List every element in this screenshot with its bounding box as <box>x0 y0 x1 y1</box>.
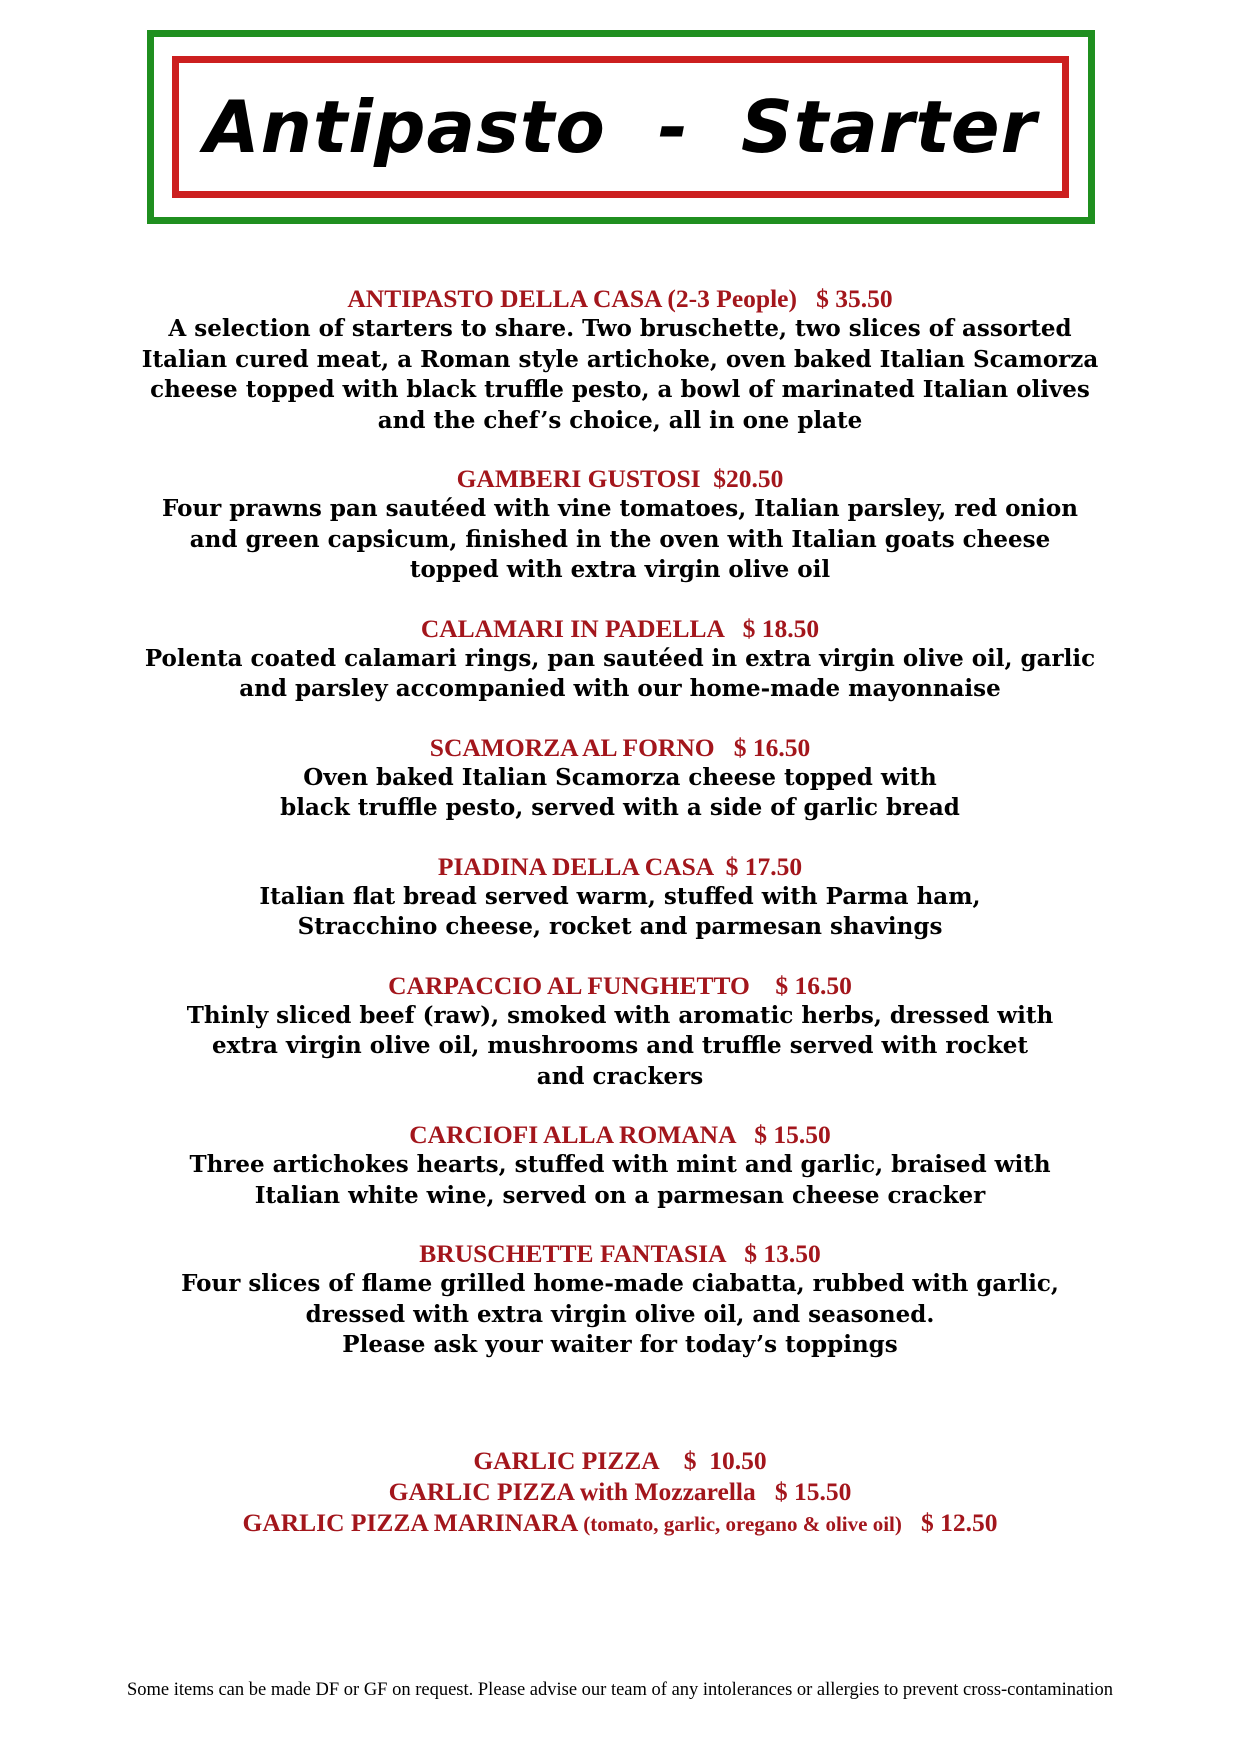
menu-item-description <box>80 314 1160 436</box>
menu-item-name: BRUSCHETTE FANTASIA <box>419 1239 726 1268</box>
title-frame-inner <box>172 56 1069 198</box>
description-line: Please ask your waiter for today’s toppings <box>342 1331 898 1358</box>
pizza-price: $ 12.50 <box>921 1508 998 1537</box>
menu-item-heading <box>80 970 1160 1001</box>
menu-item-price: $ 15.50 <box>754 1120 831 1149</box>
menu-item <box>80 1238 1160 1361</box>
description-line: Stracchino cheese, rocket and parmesan shavings <box>297 913 943 940</box>
pizza-item <box>80 1507 1160 1540</box>
menu-item-heading <box>80 732 1160 763</box>
menu-item-heading <box>80 1238 1160 1269</box>
pizza-item <box>80 1476 1160 1507</box>
description-line: Oven baked Italian Scamorza cheese topped with <box>303 763 937 791</box>
pizza-price: $ 15.50 <box>774 1477 852 1506</box>
menu-item-price: $ 16.50 <box>775 970 852 1000</box>
description-line: and parsley accompanied with our home-made mayonnaise <box>239 675 1001 702</box>
pizza-note: (tomato, garlic, oregano & olive oil) <box>583 1512 902 1536</box>
menu-item <box>80 613 1160 705</box>
menu-item-name: CALAMARI IN PADELLA <box>420 613 724 643</box>
garlic-pizza-list <box>80 1445 1160 1540</box>
menu-item-price: $ 17.50 <box>725 851 803 881</box>
pizza-name: GARLIC PIZZA MARINARA <box>242 1508 577 1537</box>
menu-item-price: $ 18.50 <box>742 613 820 643</box>
description-line: Italian flat bread served warm, stuffed with Parma ham, <box>259 882 981 910</box>
description-line: Three artichokes hearts, stuffed with mint and garlic, braised with <box>189 1151 1051 1178</box>
menu-item-price: $20.50 <box>713 464 784 493</box>
pizza-price: $ 10.50 <box>683 1446 767 1475</box>
menu-item <box>80 463 1160 586</box>
menu-item-heading <box>80 851 1160 882</box>
pizza-name: GARLIC PIZZA <box>473 1446 659 1475</box>
menu-item-description <box>80 1150 1160 1211</box>
description-line: extra virgin olive oil, mushrooms and truffle served with rocket <box>211 1032 1029 1059</box>
description-line: Italian cured meat, a Roman style artichoke, oven baked Italian Scamorza <box>141 345 1099 373</box>
menu-item-price: $ 35.50 <box>816 284 893 313</box>
menu-item <box>80 851 1160 943</box>
menu-item-description <box>80 644 1160 705</box>
allergy-notice: Some items can be made DF or GF on request. Please advise our team of any intolerances or allergies to prevent cross-contamination <box>126 1680 1114 1700</box>
description-line: Four slices of flame grilled home-made ciabatta, rubbed with garlic, <box>181 1270 1059 1297</box>
menu-item-description <box>80 1001 1160 1093</box>
page-title: Antipasto - Starter <box>203 85 1038 169</box>
menu-item <box>80 732 1160 824</box>
menu-item <box>80 970 1160 1093</box>
pizza-item <box>80 1445 1160 1476</box>
description-line: and the chef’s choice, all in one plate <box>377 406 863 434</box>
description-line: Thinly sliced beef (raw), smoked with aromatic herbs, dressed with <box>186 1001 1054 1029</box>
menu-item-description <box>80 494 1160 586</box>
menu-item-name: CARPACCIO AL FUNGHETTO <box>388 970 750 1000</box>
description-line: Polenta coated calamari rings, pan sautéed in extra virgin olive oil, garlic <box>144 644 1096 672</box>
menu-item-price: $ 13.50 <box>744 1239 821 1268</box>
starter-menu <box>80 283 1160 1388</box>
menu-item-name: SCAMORZA AL FORNO <box>429 732 715 762</box>
menu-item-heading <box>80 283 1160 314</box>
menu-item-price: $ 16.50 <box>733 732 811 762</box>
description-line: black truffle pesto, served with a side of garlic bread <box>280 794 960 821</box>
description-line: topped with extra virgin olive oil <box>409 556 831 583</box>
menu-item-description <box>80 763 1160 824</box>
description-line: and green capsicum, finished in the oven with Italian goats cheese <box>189 525 1051 553</box>
menu-item-name: ANTIPASTO DELLA CASA (2-3 People) <box>347 284 797 313</box>
description-line: Italian white wine, served on a parmesan cheese cracker <box>254 1181 986 1209</box>
menu-item-heading <box>80 613 1160 644</box>
menu-item-description <box>80 882 1160 943</box>
description-line: dressed with extra virgin olive oil, and seasoned. <box>305 1300 935 1328</box>
menu-item <box>80 283 1160 436</box>
description-line: cheese topped with black truffle pesto, a bowl of marinated Italian olives <box>150 376 1090 403</box>
menu-item-heading <box>80 463 1160 494</box>
menu-item-description <box>80 1269 1160 1361</box>
description-line: and crackers <box>536 1062 704 1090</box>
menu-item <box>80 1119 1160 1211</box>
pizza-name: GARLIC PIZZA with Mozzarella <box>388 1477 756 1506</box>
description-line: Four prawns pan sautéed with vine tomatoes, Italian parsley, red onion <box>162 495 1078 522</box>
menu-item-name: GAMBERI GUSTOSI <box>456 464 701 493</box>
menu-item-name: PIADINA DELLA CASA <box>437 851 713 881</box>
menu-item-heading <box>80 1119 1160 1150</box>
description-line: A selection of starters to share. Two bruschette, two slices of assorted <box>168 315 1072 342</box>
menu-item-name: CARCIOFI ALLA ROMANA <box>409 1120 736 1149</box>
